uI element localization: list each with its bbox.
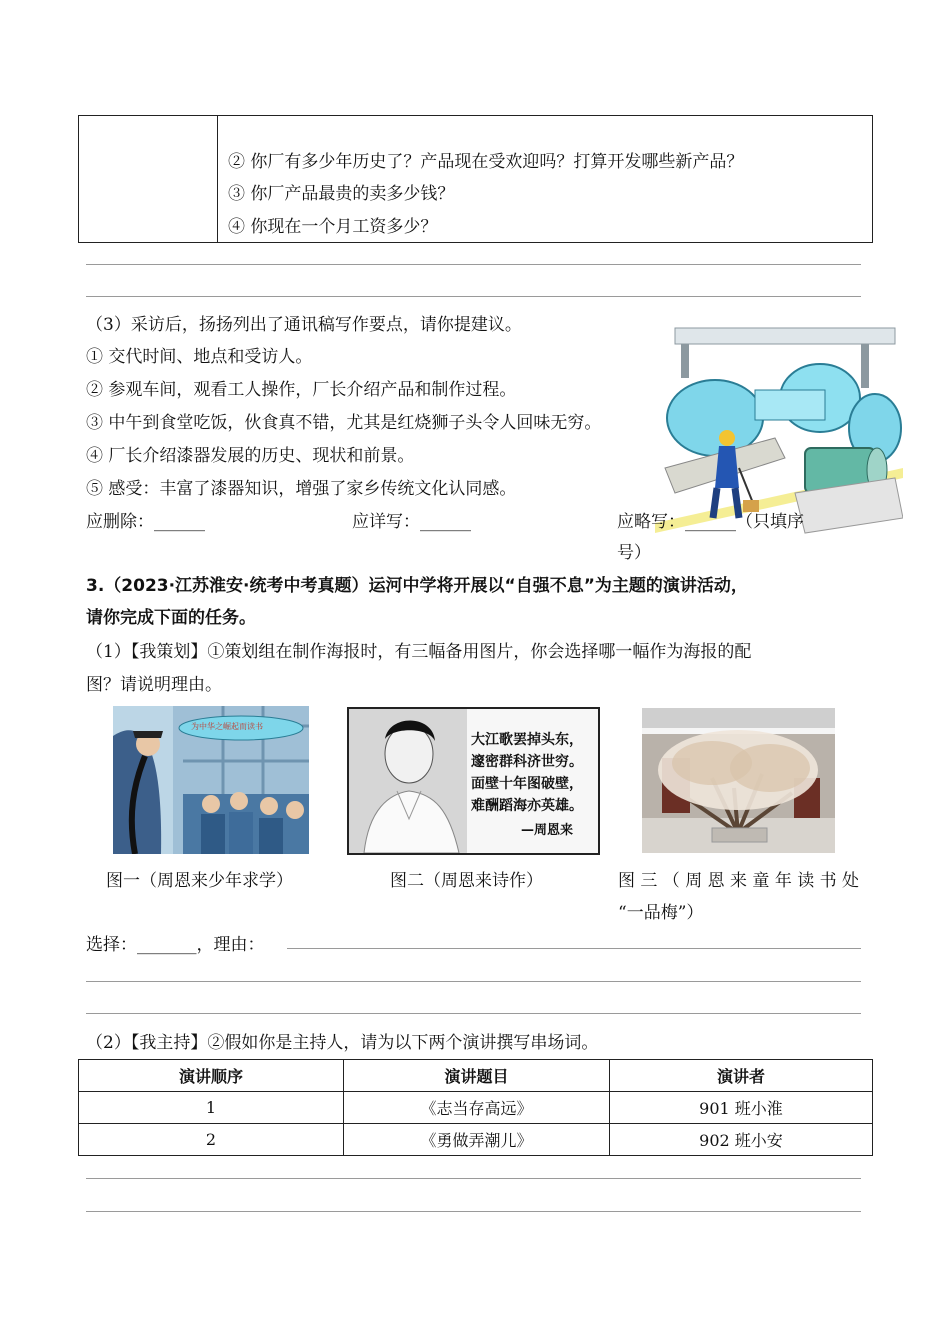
reason-line [287, 948, 861, 949]
top-table-row: ③ 你厂产品最贵的卖多少钱？ [228, 184, 455, 204]
image-yipinmei-tree [642, 708, 835, 853]
answer-line [86, 981, 861, 982]
task1-prompt: （1）【我策划】①策划组在制作海报时，有三幅备用图片，你会选择哪一幅作为海报的配 [86, 642, 752, 662]
caption-image-2: 图二（周恩来诗作） [390, 871, 543, 891]
poem-line: 大江歌罢掉头东， [471, 732, 583, 748]
part3-item: ① 交代时间、地点和受访人。 [86, 347, 313, 367]
part3-item: ⑤ 感受：丰富了漆器知识，增强了家乡传统文化认同感。 [86, 479, 517, 499]
image-zhou-poem [347, 707, 600, 855]
image-young-zhou-studying [113, 706, 309, 854]
poem-line: 邃密群科济世穷。 [471, 754, 583, 770]
table-row [79, 1124, 873, 1156]
cell-order: 2 [79, 1124, 344, 1156]
question-3-title: 3.（2023·江苏淮安·统考中考真题）运河中学将开展以“自强不息”为主题的演讲活动， [86, 576, 748, 596]
header-speaker: 演讲者 [610, 1060, 873, 1092]
poem-author: —周恩来 [521, 823, 574, 838]
answer-brief-end: 号） [617, 543, 651, 563]
poem-line: 面壁十年图破壁， [471, 776, 583, 792]
part3-intro: （3）采访后，扬扬列出了通讯稿写作要点，请你提建议。 [86, 315, 522, 335]
cell-speaker: 901 班小淮 [610, 1092, 873, 1124]
part3-item: ② 参观车间，观看工人操作，厂长介绍产品和制作过程。 [86, 380, 517, 400]
cell-title: 《勇做弄潮儿》 [344, 1124, 610, 1156]
table-row [79, 1092, 873, 1124]
answer-line [86, 1013, 861, 1014]
cell-speaker: 902 班小安 [610, 1124, 873, 1156]
image-1-banner-text: 为中华之崛起而读书 [191, 722, 263, 731]
task1-prompt-cont: 图？请说明理由。 [86, 675, 222, 695]
cell-title: 《志当存高远》 [344, 1092, 610, 1124]
caption-image-1: 图一（周恩来少年求学） [106, 871, 293, 891]
part3-item: ④ 厂长介绍漆器发展的历史、现状和前景。 [86, 446, 415, 466]
answer-line [86, 1211, 861, 1212]
top-table-row: ④ 你现在一个月工资多少？ [228, 217, 438, 237]
answer-line [86, 1178, 861, 1179]
caption-image-3-cont: “一品梅”） [618, 903, 704, 923]
poem-line: 难酬蹈海亦英雄。 [471, 798, 583, 814]
top-table-divider [217, 116, 218, 242]
top-table [78, 115, 873, 243]
table-header-row [79, 1060, 873, 1092]
answer-detail: 应详写：______ [352, 512, 471, 532]
answer-line [86, 264, 861, 265]
task2-prompt: （2）【我主持】②假如你是主持人，请为以下两个演讲撰写串场词。 [86, 1033, 599, 1053]
speech-schedule-table [78, 1059, 873, 1156]
caption-image-3: 图 三 （ 周 恩 来 童 年 读 书 处 [618, 871, 860, 891]
question-3-title-cont: 请你完成下面的任务。 [86, 608, 256, 628]
cell-order: 1 [79, 1092, 344, 1124]
header-order: 演讲顺序 [79, 1060, 344, 1092]
answer-brief: 应略写：______（只填序 [617, 512, 804, 532]
answer-delete: 应删除：______ [86, 512, 205, 532]
answer-line [86, 296, 861, 297]
header-title: 演讲题目 [344, 1060, 610, 1092]
choose-reason-label: 选择：_______，理由： [86, 935, 265, 955]
top-table-row: ② 你厂有多少年历史了？产品现在受欢迎吗？打算开发哪些新产品？ [228, 152, 744, 172]
part3-item: ③ 中午到食堂吃饭，伙食真不错，尤其是红烧狮子头令人回味无穷。 [86, 413, 602, 433]
